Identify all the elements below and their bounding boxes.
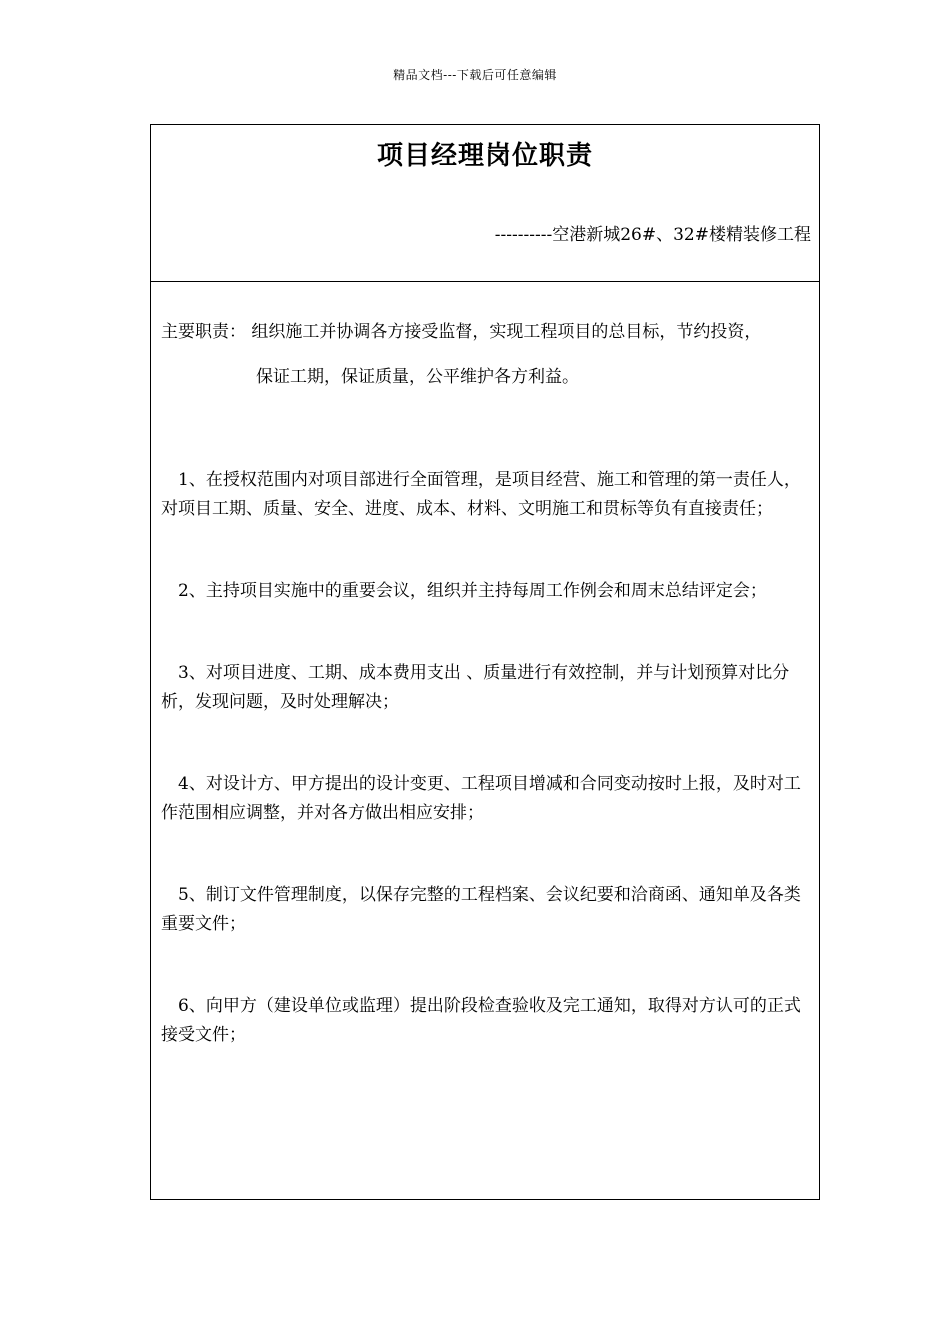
duty-item-1: 1、在授权范围内对项目部进行全面管理，是项目经营、施工和管理的第一责任人，对项目工期、质量、安全、进度、成本、材料、文明施工和贯标等负有直接责任； [161, 470, 801, 519]
duty-item-2: 2、主持项目实施中的重要会议，组织并主持每周工作例会和周末总结评定会； [178, 581, 767, 601]
title-cell [151, 125, 819, 282]
duty-table [150, 124, 820, 1200]
duty-item-5: 5、制订文件管理制度，以保存完整的工程档案、会议纪要和洽商函、通知单及各类重要文件； [161, 885, 801, 934]
content-cell [161, 318, 811, 1050]
page-header: 精品文档---下载后可任意编辑 [393, 68, 557, 82]
document-title: 项目经理岗位职责 [376, 141, 593, 171]
main-duty-continuation: 保证工期，保证质量，公平维护各方利益。 [256, 367, 579, 387]
duty-item-4: 4、对设计方、甲方提出的设计变更、工程项目增减和合同变动按时上报，及时对工作范围相应调整，并对各方做出相应安排； [161, 774, 801, 823]
duty-item-6: 6、向甲方（建设单位或监理）提出阶段检查验收及完工通知，取得对方认可的正式接受文件； [161, 996, 801, 1045]
project-subtitle: ----------空港新城26#、32#楼精装修工程 [494, 225, 811, 245]
duty-item-3: 3、对项目进度、工期、成本费用支出 、质量进行有效控制，并与计划预算对比分析，发现问题，及时处理解决； [161, 663, 790, 712]
main-duty-paragraph: 主要职责： 组织施工并协调各方接受监督，实现工程项目的总目标，节约投资， [161, 322, 762, 342]
